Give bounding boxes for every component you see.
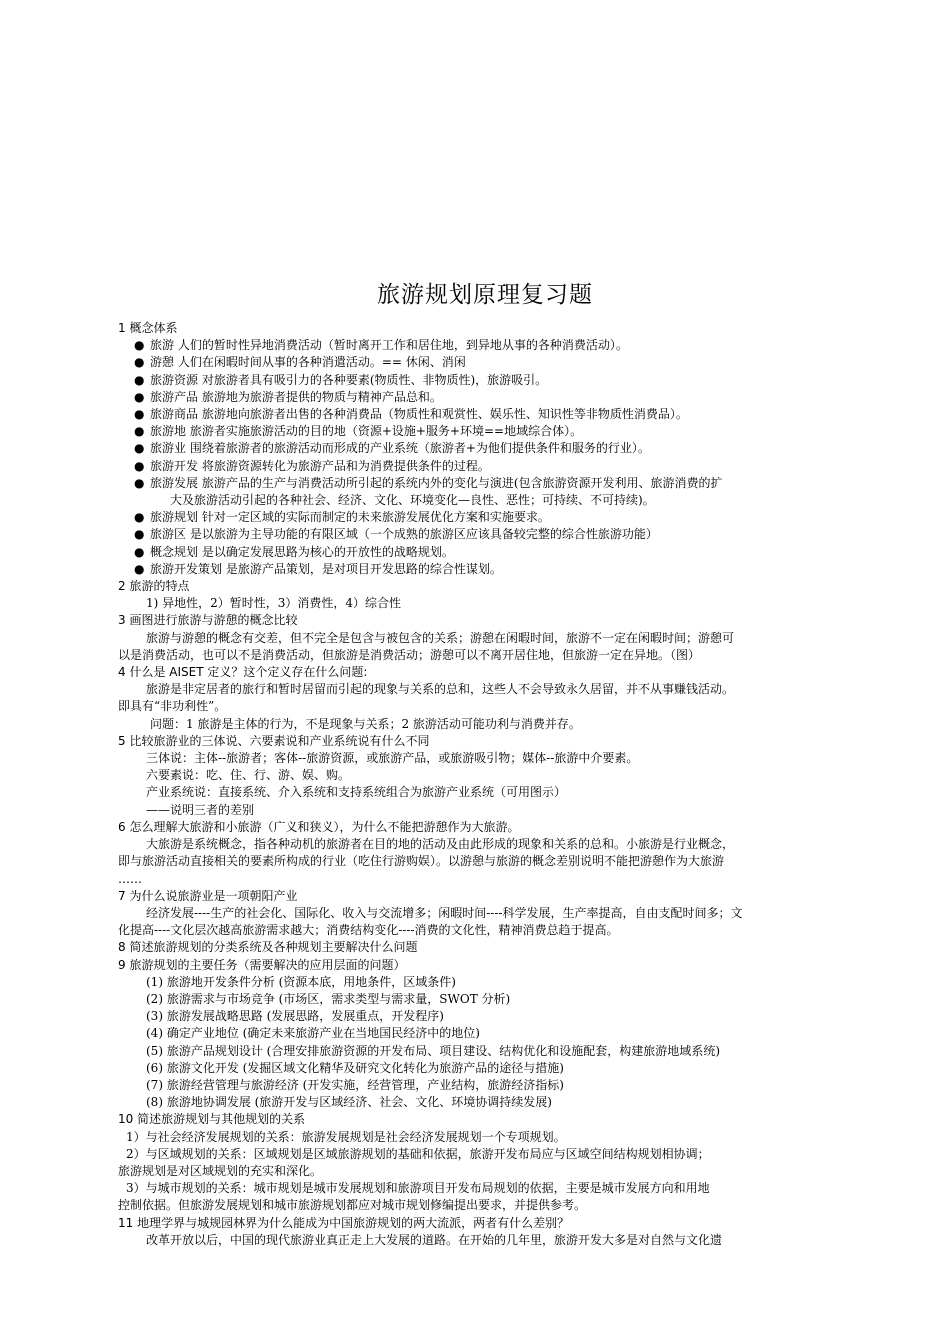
paragraph-line: 3）与城市规划的关系：城市规划是城市发展规划和旅游项目开发布局规划的依据，主要是城市发展方向和用地 — [126, 1181, 710, 1196]
section-heading: 7 为什么说旅游业是一项朝阳产业 — [118, 888, 298, 903]
bullet-item — [118, 561, 852, 578]
bullet-icon: ● — [134, 544, 145, 559]
bullet-icon: ● — [134, 355, 145, 370]
paragraph-line: (2) 旅游需求与市场竞争 (市场区，需求类型与需求量，SWOT 分析) — [146, 991, 511, 1006]
bullet-text: 旅游地 旅游者实施旅游活动的目的地（资源+设施+服务+环境==地域综合体）。 — [150, 424, 583, 439]
bullet-icon: ● — [134, 441, 145, 456]
paragraph-line: (1) 旅游地开发条件分析 (资源本底，用地条件，区域条件) — [146, 974, 456, 989]
bullet-icon: ● — [134, 527, 145, 542]
bullet-item — [118, 406, 852, 423]
section-heading: 5 比较旅游业的三体说、六要素说和产业系统说有什么不同 — [118, 733, 430, 748]
paragraph-line: 问题：1 旅游是主体的行为，不是现象与关系；2 旅游活动可能功利与消费并存。 — [150, 716, 581, 731]
bullet-item — [118, 372, 852, 389]
paragraph-line: 三体说：主体--旅游者；客体--旅游资源，或旅游产品，或旅游吸引物；媒体--旅游中介要素。 — [146, 751, 639, 766]
paragraph-line: 1）与社会经济发展规划的关系：旅游发展规划是社会经济发展规划一个专项规划。 — [126, 1129, 566, 1144]
section-heading: 9 旅游规划的主要任务（需要解决的应用层面的问题） — [118, 957, 406, 972]
paragraph-line: 经济发展----生产的社会化、国际化、收入与交流增多；闲暇时间----科学发展，生产率提高，自由支配时间多；文 — [146, 905, 743, 920]
paragraph-line: 2）与区域规划的关系：区域规划是区域旅游规划的基础和依据，旅游开发布局应与区域空间结构规划相协调； — [126, 1146, 710, 1161]
document-body — [118, 320, 852, 1249]
bullet-icon: ● — [134, 389, 145, 404]
paragraph-line: 化提高----文化层次越高旅游需求越大；消费结构变化----消费的文化性，精神消费总趋于提高。 — [118, 923, 619, 938]
bullet-item — [118, 526, 852, 543]
bullet-icon: ● — [134, 458, 145, 473]
paragraph-line: 以是消费活动，也可以不是消费活动，但旅游是消费活动；游憩可以不离开居住地，但旅游一定在异地。（图） — [118, 647, 701, 662]
paragraph-line: 大旅游是系统概念，指各种动机的旅游者在目的地的活动及由此形成的现象和关系的总和。小旅游是行业概念， — [146, 837, 735, 852]
section-heading: 11 地理学界与城规园林界为什么能成为中国旅游规划的两大流派，两者有什么差别？ — [118, 1215, 570, 1230]
bullet-item — [118, 337, 852, 354]
paragraph-line: 大及旅游活动引起的各种社会、经济、文化、环境变化—良性、恶性；可持续、不可持续)。 — [170, 493, 655, 508]
bullet-text: 旅游开发策划 是旅游产品策划，是对项目开发思路的综合性谋划。 — [150, 561, 502, 576]
paragraph-line: 六要素说：吃、住、行、游、娱、购。 — [146, 768, 351, 783]
paragraph-line: 即具有“非功利性”。 — [118, 699, 227, 714]
section-heading: 10 简述旅游规划与其他规划的关系 — [118, 1112, 306, 1127]
paragraph-line: 旅游与游憩的概念有交差，但不完全是包含与被包含的关系；游憩在闲暇时间，旅游不一定在闲暇时间；游憩可 — [146, 630, 735, 645]
bullet-item — [118, 475, 852, 492]
paragraph-line: 1) 异地性，2）暂时性，3）消费性，4）综合性 — [146, 596, 402, 611]
paragraph-line: (8) 旅游地协调发展 (旅游开发与区域经济、社会、文化、环境协调持续发展) — [146, 1095, 552, 1110]
bullet-text: 旅游发展 旅游产品的生产与消费活动所引起的系统内外的变化与演进(包含旅游资源开发利用、旅游消费的扩 — [150, 475, 723, 490]
paragraph-line: (5) 旅游产品规划设计 (合理安排旅游资源的开发布局、项目建设、结构优化和设施配套，构建旅游地域系统) — [146, 1043, 720, 1058]
bullet-text: 旅游资源 对旅游者具有吸引力的各种要素(物质性、非物质性)，旅游吸引。 — [150, 372, 548, 387]
bullet-text: 旅游开发 将旅游资源转化为旅游产品和为消费提供条件的过程。 — [150, 458, 490, 473]
paragraph-line: 旅游是非定居者的旅行和暂时居留而引起的现象与关系的总和，这些人不会导致永久居留，并不从事赚钱活动。 — [146, 682, 735, 697]
bullet-text: 旅游区 是以旅游为主导功能的有限区域（一个成熟的旅游区应该具备较完整的综合性旅游功能） — [150, 527, 658, 542]
bullet-icon: ● — [134, 424, 145, 439]
section-heading: 6 怎么理解大旅游和小旅游（广义和狭义），为什么不能把游憩作为大旅游。 — [118, 819, 520, 834]
paragraph-line: 旅游规划是对区域规划的充实和深化。 — [118, 1163, 323, 1178]
bullet-text: 旅游 人们的暂时性异地消费活动（暂时离开工作和居住地，到异地从事的各种消费活动）。 — [150, 338, 628, 353]
bullet-text: 概念规划 是以确定发展思路为核心的开放性的战略规划。 — [150, 544, 454, 559]
bullet-item — [118, 509, 852, 526]
paragraph-line: (3) 旅游发展战略思路 (发展思路，发展重点，开发程序) — [146, 1009, 444, 1024]
paragraph-line: (6) 旅游文化开发 (发掘区域文化精华及研究文化转化为旅游产品的途径与措施) — [146, 1060, 564, 1075]
paragraph-line: 产业系统说：直接系统、介入系统和支持系统组合为旅游产业系统（可用图示） — [146, 785, 567, 800]
paragraph-line: (4) 确定产业地位 (确定未来旅游产业在当地国民经济中的地位) — [146, 1026, 480, 1041]
document-title: 旅游规划原理复习题 — [377, 282, 593, 308]
bullet-text: 游憩 人们在闲暇时间从事的各种消遣活动。== 休闲、消闲 — [150, 355, 466, 370]
bullet-text: 旅游产品 旅游地为旅游者提供的物质与精神产品总和。 — [150, 389, 442, 404]
bullet-item — [118, 389, 852, 406]
bullet-icon: ● — [134, 407, 145, 422]
paragraph-line: (7) 旅游经营管理与旅游经济 (开发实施，经营管理，产业结构，旅游经济指标) — [146, 1077, 564, 1092]
paragraph-line: 即与旅游活动直接相关的要素所构成的行业（吃住行游购娱）。以游憩与旅游的概念差别说明不能把游憩作为大旅游 — [118, 854, 725, 869]
bullet-text: 旅游商品 旅游地向旅游者出售的各种消费品（物质性和观赏性、娱乐性、知识性等非物质性消费品）。 — [150, 407, 688, 422]
bullet-icon: ● — [134, 475, 145, 490]
bullet-text: 旅游业 围绕着旅游者的旅游活动而形成的产业系统（旅游者+为他们提供条件和服务的行业）。 — [150, 441, 650, 456]
section-heading: 8 简述旅游规划的分类系统及各种规划主要解决什么问题 — [118, 940, 418, 955]
bullet-icon: ● — [134, 510, 145, 525]
bullet-item — [118, 458, 852, 475]
paragraph-line: ——说明三者的差别 — [146, 802, 255, 817]
paragraph-line: 控制依据。但旅游发展规划和城市旅游规划都应对城市规划修编提出要求，并提供参考。 — [118, 1198, 587, 1213]
section-heading: 4 什么是 AISET 定义？这个定义存在什么问题: — [118, 665, 368, 680]
bullet-icon: ● — [134, 561, 145, 576]
bullet-item — [118, 544, 852, 561]
bullet-text: 旅游规划 针对一定区域的实际而制定的未来旅游发展优化方案和实施要求。 — [150, 510, 550, 525]
section-heading: 3 画图进行旅游与游憩的概念比较 — [118, 613, 298, 628]
bullet-item — [118, 354, 852, 371]
section-heading: 2 旅游的特点 — [118, 579, 190, 594]
paragraph-line: 改革开放以后，中国的现代旅游业真正走上大发展的道路。在开始的几年里，旅游开发大多是对自然与文化遗 — [146, 1232, 723, 1247]
section-heading: 1 概念体系 — [118, 321, 178, 335]
bullet-icon: ● — [134, 338, 145, 353]
bullet-item — [118, 440, 852, 457]
bullet-item — [118, 423, 852, 440]
paragraph-line: …… — [118, 871, 142, 886]
bullet-icon: ● — [134, 372, 145, 387]
